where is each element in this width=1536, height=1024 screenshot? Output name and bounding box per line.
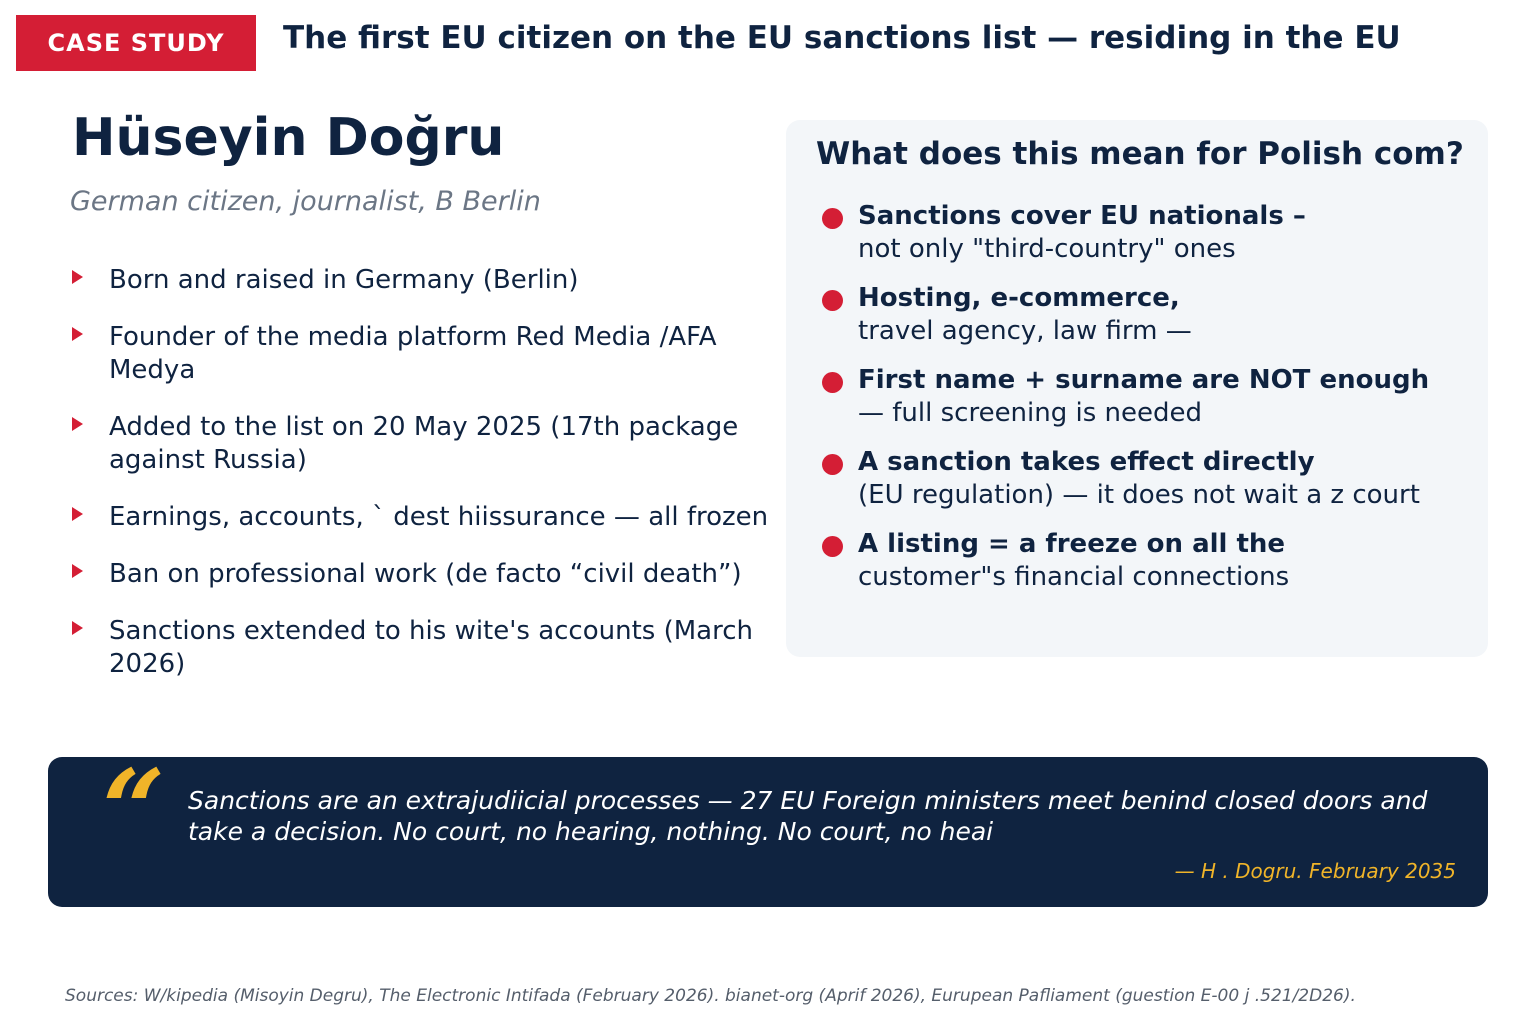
- red-dot-bullet-icon: [822, 454, 843, 475]
- triangle-bullet-icon: [72, 327, 83, 341]
- headline: The first EU citizen on the EU sanctions list — residing in the EU: [283, 20, 1401, 56]
- person-name: Hüseyin Doğru: [72, 108, 505, 168]
- triangle-bullet-icon: [72, 270, 83, 284]
- fact-text: Born and raised in Germany (Berlin): [109, 265, 579, 295]
- quote-mark-icon: “: [102, 745, 166, 874]
- implications-panel: [786, 120, 1488, 657]
- fact-text: Added to the list on 20 May 2025 (17th package against Russia): [109, 412, 739, 475]
- fact-text: Founder of the media platform Red Media /AFA Medya: [109, 322, 717, 385]
- red-dot-bullet-icon: [822, 372, 843, 393]
- triangle-bullet-icon: [72, 621, 83, 635]
- implication-rest: customer"s financial connections: [858, 562, 1290, 592]
- implication-item: [822, 446, 1462, 512]
- implication-rest: travel agency, law firm —: [858, 316, 1192, 346]
- implication-item: [822, 282, 1462, 348]
- implication-item: [822, 528, 1462, 594]
- quote-box: [48, 745, 1488, 907]
- fact-text: Sanctions extended to his wite's accounts (March 2026): [109, 616, 753, 679]
- fact-item: [70, 558, 790, 591]
- implication-item: [822, 200, 1462, 266]
- implication-item: [822, 364, 1462, 430]
- facts-list: [70, 264, 790, 681]
- person-subtitle: German citizen, journalist, B Berlin: [70, 186, 541, 217]
- triangle-bullet-icon: [72, 417, 83, 431]
- triangle-bullet-icon: [72, 507, 83, 521]
- implication-lead: Sanctions cover EU nationals –: [858, 201, 1306, 231]
- red-dot-bullet-icon: [822, 536, 843, 557]
- implication-lead: A sanction takes effect directly: [858, 447, 1315, 477]
- implication-lead: Hosting, e-commerce,: [858, 283, 1180, 313]
- implication-lead: First name + surname are NOT enough: [858, 365, 1430, 395]
- fact-item: [70, 264, 790, 297]
- panel-title: What does this mean for Polish com?: [816, 136, 1464, 172]
- fact-item: [70, 615, 790, 681]
- fact-item: [70, 321, 790, 387]
- case-study-label: CASE STUDY: [47, 29, 225, 57]
- quote-attribution: — H . Dogru. February 2035: [1174, 859, 1456, 883]
- fact-text: Earnings, accounts, ` dest hiissurance — all frozen: [109, 502, 769, 532]
- fact-item: [70, 411, 790, 477]
- fact-text: Ban on professional work (de facto “civil death”): [109, 559, 742, 589]
- implication-rest: (EU regulation) — it does not wait a z court: [858, 480, 1420, 510]
- triangle-bullet-icon: [72, 564, 83, 578]
- implication-lead: A listing = a freeze on all the: [858, 529, 1286, 559]
- implications-list: [822, 200, 1462, 594]
- case-study-tag: [16, 15, 256, 71]
- red-dot-bullet-icon: [822, 290, 843, 311]
- sources-footnote: Sources: W/kipedia (Misoyin Degru), The Electronic Intifada (February 2026). bianet-org (Aprif 2026), Eurupean Pafliament (guestion E-00 j .521/2D26).: [65, 986, 1356, 1006]
- implication-rest: — full screening is needed: [858, 398, 1203, 428]
- implication-rest: not only "third-country" ones: [858, 234, 1236, 264]
- fact-item: [70, 501, 790, 534]
- red-dot-bullet-icon: [822, 208, 843, 229]
- quote-text: Sanctions are an extrajudiicial processes — 27 EU Foreign ministers meet benind closed doors and take a decision. No court, no hearing, nothing. No court, no heai: [188, 786, 1428, 846]
